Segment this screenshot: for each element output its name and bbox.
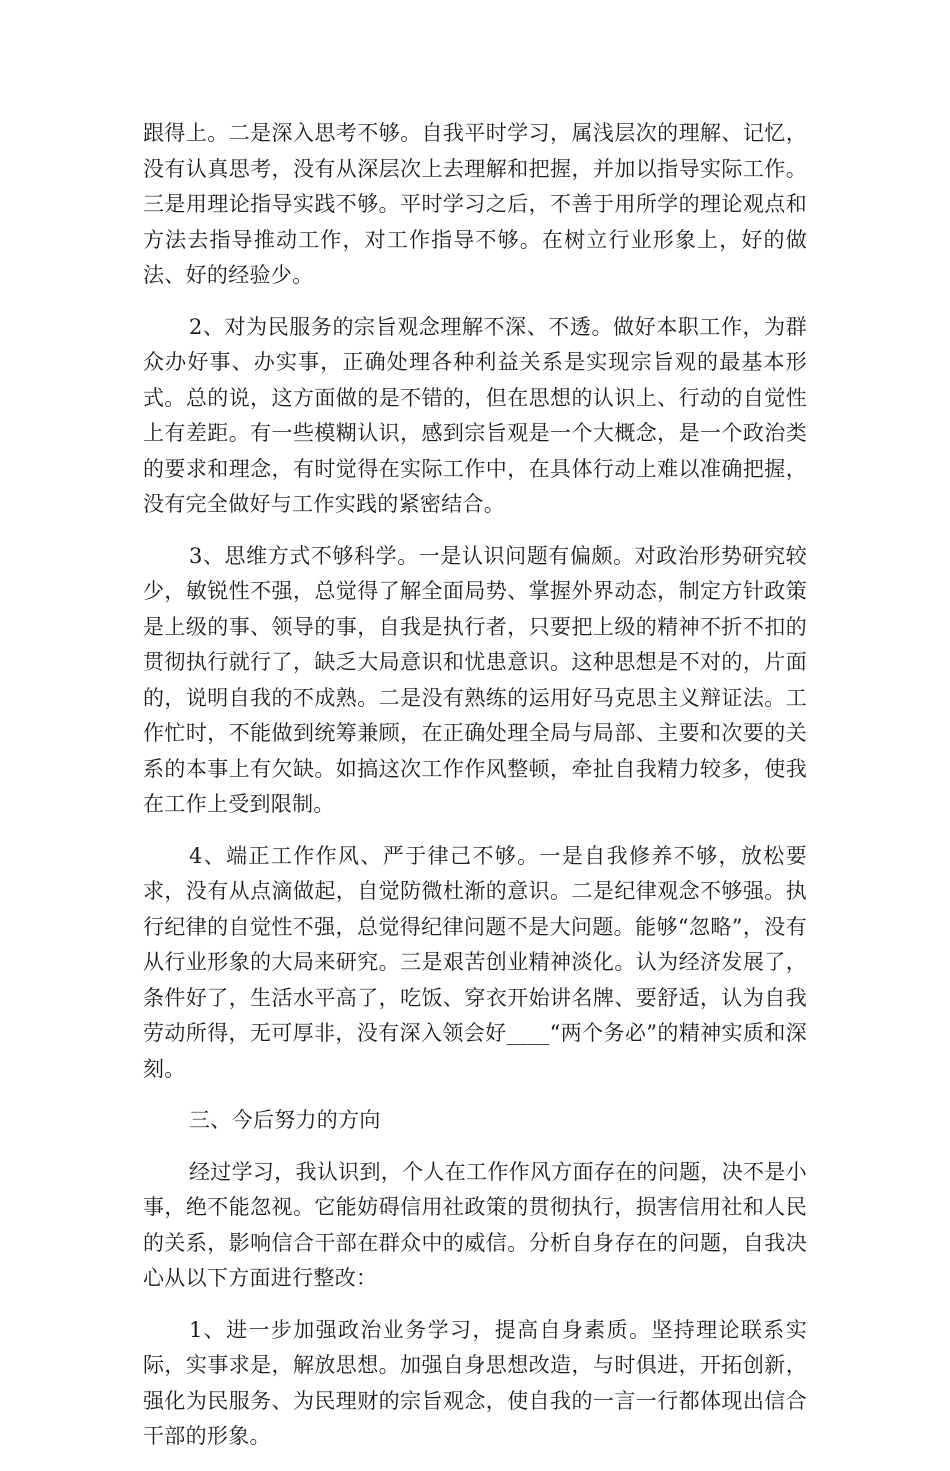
paragraph-item-2: 2、对为民服务的宗旨观念理解不深、不透。做好本职工作，为群众办好事、办实事，正确处理各种利益关系是实现宗旨观的最基本形式。总的说，这方面做的是不错的，但在思想的认识上、行动的自觉性上有差距。有一些模糊认识，感到宗旨观是一个大概念，是一个政治类的要求和理念，有时觉得在实际工作中，在具体行动上难以准确把握，没有完全做好与工作实践的紧密结合。 bbox=[143, 314, 807, 516]
paragraph-item-3: 3、思维方式不够科学。一是认识问题有偏颇。对政治形势研究较少，敏锐性不强，总觉得了解全面局势、掌握外界动态，制定方针政策是上级的事、领导的事，自我是执行者，只要把上级的精神不折不扣的贯彻执行就行了，缺乏大局意识和忧患意识。这种思想是不对的，片面的，说明自我的不成熟。二是没有熟练的运用好马克思主义辩证法。工作忙时，不能做到统筹兼顾，在正确处理全局与局部、主要和次要的关系的本事上有欠缺。如搞这次工作作风整顿，牵扯自我精力较多，使我在工作上受到限制。 bbox=[143, 543, 807, 816]
section-heading: 三、今后努力的方向 bbox=[189, 1108, 381, 1132]
document-page bbox=[143, 116, 807, 1471]
paragraph-item-4: 4、端正工作作风、严于律己不够。一是自我修养不够，放松要求，没有从点滴做起，自觉防微杜渐的意识。二是纪律观念不够强。执行纪律的自觉性不强，总觉得纪律问题不是大问题。能够“忽略”，没有从行业形象的大局来研究。三是艰苦创业精神淡化。认为经济发展了，条件好了，生活水平高了，吃饭、穿衣开始讲名牌、要舒适，认为自我劳动所得，无可厚非，没有深入领会好____“两个务必”的精神实质和深刻。 bbox=[143, 843, 807, 1081]
paragraph-continuation: 跟得上。二是深入思考不够。自我平时学习，属浅层次的理解、记忆，没有认真思考，没有从深层次上去理解和把握，并加以指导实际工作。三是用理论指导实践不够。平时学习之后，不善于用所学的理论观点和方法去指导推动工作，对工作指导不够。在树立行业形象上，好的做法、好的经验少。 bbox=[143, 121, 807, 287]
paragraph-intro: 经过学习，我认识到，个人在工作作风方面存在的问题，决不是小事，绝不能忽视。它能妨碍信用社政策的贯彻执行，损害信用社和人民的关系，影响信合干部在群众中的威信。分析自身存在的问题，自我决心从以下方面进行整改： bbox=[143, 1159, 807, 1290]
paragraph-action-1: 1、进一步加强政治业务学习，提高自身素质。坚持理论联系实际，实事求是，解放思想。加强自身思想改造，与时俱进，开拓创新，强化为民服务、为民理财的宗旨观念，使自我的一言一行都体现出信合干部的形象。 bbox=[143, 1317, 807, 1448]
